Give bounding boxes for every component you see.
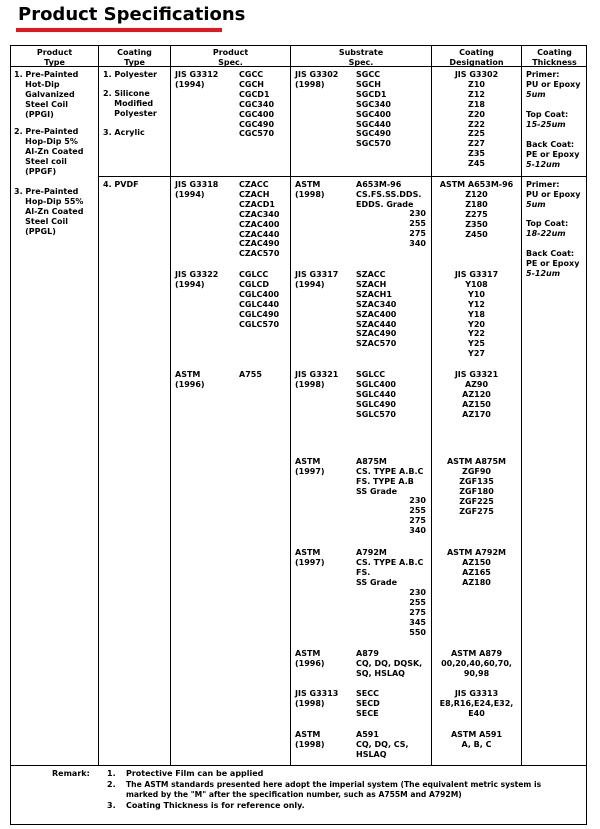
remark-item-text: The ASTM standards presented here adopt the imperial system (The equivalent metric system is marked by the "M" after the specification number, such as A755M and A792M) bbox=[126, 780, 542, 800]
substrate-spec-grades: SECC SECD SECE bbox=[356, 689, 380, 718]
coating-type-silicone: 2. Silicone Modified Polyester bbox=[103, 89, 157, 118]
header-product-type: Product Type bbox=[36, 48, 73, 67]
thickness-back-label: Back Coat: bbox=[526, 249, 575, 258]
substrate-spec-grades: A591 CQ, DQ, CS, HSLAQ bbox=[356, 730, 409, 759]
substrate-spec-grades: A879 CQ, DQ, DQSK, SQ, HSLAQ bbox=[356, 649, 423, 678]
substrate-spec-std: ASTM (1997) bbox=[295, 548, 325, 567]
substrate-spec-grades: SZACC SZACH SZACH1 SZAC340 SZAC400 SZAC440 SZAC490 SZAC570 bbox=[356, 270, 397, 349]
substrate-spec-grades: SGCC SGCH SGCD1 SGC340 SGC400 SGC440 SGC490 SGC570 bbox=[356, 70, 391, 149]
page-title: Product Specifications bbox=[18, 4, 246, 25]
thickness-primer-text: PU or Epoxy bbox=[526, 190, 581, 199]
product-spec-std: ASTM (1996) bbox=[175, 370, 205, 389]
group-rule bbox=[431, 176, 521, 177]
product-spec-std: JIS G3318 (1994) bbox=[175, 180, 219, 199]
group-rule bbox=[170, 176, 290, 177]
coating-designation: ASTM A875M ZGF90 ZGF135 ZGF180 ZGF225 ZGF275 bbox=[446, 457, 506, 516]
coating-designation: JIS G3317 Y108 Y10 Y12 Y18 Y20 Y22 Y25 Y27 bbox=[454, 270, 499, 359]
coating-designation: ASTM A653M-96 Z120 Z180 Z275 Z350 Z450 bbox=[439, 180, 514, 239]
coating-type-pvdf: 4. PVDF bbox=[103, 180, 139, 189]
thickness-top-value: 15-25um bbox=[526, 120, 566, 129]
coating-type-polyester: 1. Polyester bbox=[103, 70, 158, 79]
thickness-back-value: 5-12um bbox=[526, 160, 561, 169]
header-coating-type: Coating Type bbox=[117, 48, 152, 67]
substrate-spec-std: JIS G3313 (1998) bbox=[295, 689, 339, 708]
title-underline bbox=[16, 28, 222, 32]
thickness-back-value: 5-12um bbox=[526, 269, 561, 278]
column-divider bbox=[521, 45, 522, 765]
product-spec-grades: A755 bbox=[239, 370, 262, 379]
remark-item-number: 2. bbox=[107, 780, 116, 789]
coating-designation: ASTM A591 A, B, C bbox=[450, 730, 503, 749]
thickness-back-label: Back Coat: bbox=[526, 140, 575, 149]
substrate-spec-std: ASTM (1997) bbox=[295, 457, 325, 476]
substrate-spec-std: ASTM (1996) bbox=[295, 649, 325, 668]
substrate-spec-grades: A792M CS. TYPE A.B.C FS. SS Grade bbox=[356, 548, 424, 587]
remark-rule bbox=[10, 765, 587, 766]
thickness-top-value: 18-22um bbox=[526, 229, 566, 238]
header-substrate-spec: Substrate Spec. bbox=[338, 48, 384, 67]
group-rule bbox=[521, 176, 587, 177]
group-rule bbox=[290, 176, 431, 177]
substrate-spec-std: JIS G3321 (1998) bbox=[295, 370, 339, 389]
coating-designation: ASTM A879 00,20,40,60,70, 90,98 bbox=[441, 649, 512, 678]
remark-item-text: Protective Film can be applied bbox=[126, 769, 264, 778]
coating-designation: ASTM A792M AZ150 AZ165 AZ180 bbox=[446, 548, 506, 587]
product-spec-std: JIS G3312 (1994) bbox=[175, 70, 219, 89]
substrate-spec-grades: A875M CS. TYPE A.B.C FS. TYPE A.B SS Grade bbox=[356, 457, 424, 496]
substrate-spec-std: ASTM (1998) bbox=[295, 180, 325, 199]
product-type-ppgl: 3. Pre-Painted Hop-Dip 55% Al-Zn Coated Steel Coil (PPGL) bbox=[14, 187, 84, 236]
coating-type-acrylic: 3. Acrylic bbox=[103, 128, 145, 137]
group-rule bbox=[98, 176, 170, 177]
column-divider bbox=[98, 45, 99, 765]
product-spec-std: JIS G3322 (1994) bbox=[175, 270, 219, 289]
thickness-primer-text: PU or Epoxy bbox=[526, 80, 581, 89]
product-spec-grades: CZACC CZACH CZACD1 CZAC340 CZAC400 CZAC440 CZAC490 CZAC570 bbox=[239, 180, 280, 259]
substrate-spec-std: JIS G3302 (1998) bbox=[295, 70, 339, 89]
thickness-back-text: PE or Epoxy bbox=[526, 259, 580, 268]
thickness-primer-value: 5um bbox=[526, 90, 546, 99]
substrate-spec-grades: SGLCC SGLC400 SGLC440 SGLC490 SGLC570 bbox=[356, 370, 396, 419]
product-type-ppgf: 2. Pre-Painted Hop-Dip 5% Al-Zn Coated Steel coil (PPGF) bbox=[14, 127, 84, 176]
thickness-primer-value: 5um bbox=[526, 200, 546, 209]
product-type-ppgi: 1. Pre-Painted Hot-Dip Galvanized Steel Coil (PPGI) bbox=[14, 70, 79, 119]
thickness-top-label: Top Coat: bbox=[526, 219, 569, 228]
header-product-spec: Product Spec. bbox=[212, 48, 249, 67]
column-divider bbox=[290, 45, 291, 765]
remark-item-text: Coating Thickness is for reference only. bbox=[126, 801, 305, 810]
substrate-spec-numbers: 230 255 275 340 bbox=[409, 496, 426, 535]
substrate-spec-grades: A653M-96 CS.FS.SS.DDS. EDDS. Grade bbox=[356, 180, 422, 209]
remark-item-number: 1. bbox=[107, 769, 116, 778]
coating-designation: JIS G3313 E8,R16,E24,E32, E40 bbox=[439, 689, 514, 718]
remark-item-number: 3. bbox=[107, 801, 116, 810]
substrate-spec-numbers: 230 255 275 340 bbox=[409, 209, 426, 248]
thickness-primer-label: Primer: bbox=[526, 180, 560, 189]
substrate-spec-std: JIS G3317 (1994) bbox=[295, 270, 339, 289]
substrate-spec-numbers: 230 255 275 345 550 bbox=[409, 588, 426, 637]
header-coating-designation: Coating Designation bbox=[449, 48, 504, 67]
coating-designation: JIS G3321 AZ90 AZ120 AZ150 AZ170 bbox=[454, 370, 499, 419]
column-divider bbox=[170, 45, 171, 765]
product-spec-grades: CGLCC CGLCD CGLC400 CGLC440 CGLC490 CGLC570 bbox=[239, 270, 280, 329]
header-coating-thickness: Coating Thickness bbox=[532, 48, 577, 67]
thickness-primer-label: Primer: bbox=[526, 70, 560, 79]
thickness-top-label: Top Coat: bbox=[526, 110, 569, 119]
substrate-spec-std: ASTM (1998) bbox=[295, 730, 325, 749]
product-spec-grades: CGCC CGCH CGCD1 CGC340 CGC400 CGC490 CGC570 bbox=[239, 70, 275, 139]
coating-designation: JIS G3302 Z10 Z12 Z18 Z20 Z22 Z25 Z27 Z35 Z45 bbox=[454, 70, 499, 169]
remark-label: Remark: bbox=[52, 769, 90, 778]
thickness-back-text: PE or Epoxy bbox=[526, 150, 580, 159]
